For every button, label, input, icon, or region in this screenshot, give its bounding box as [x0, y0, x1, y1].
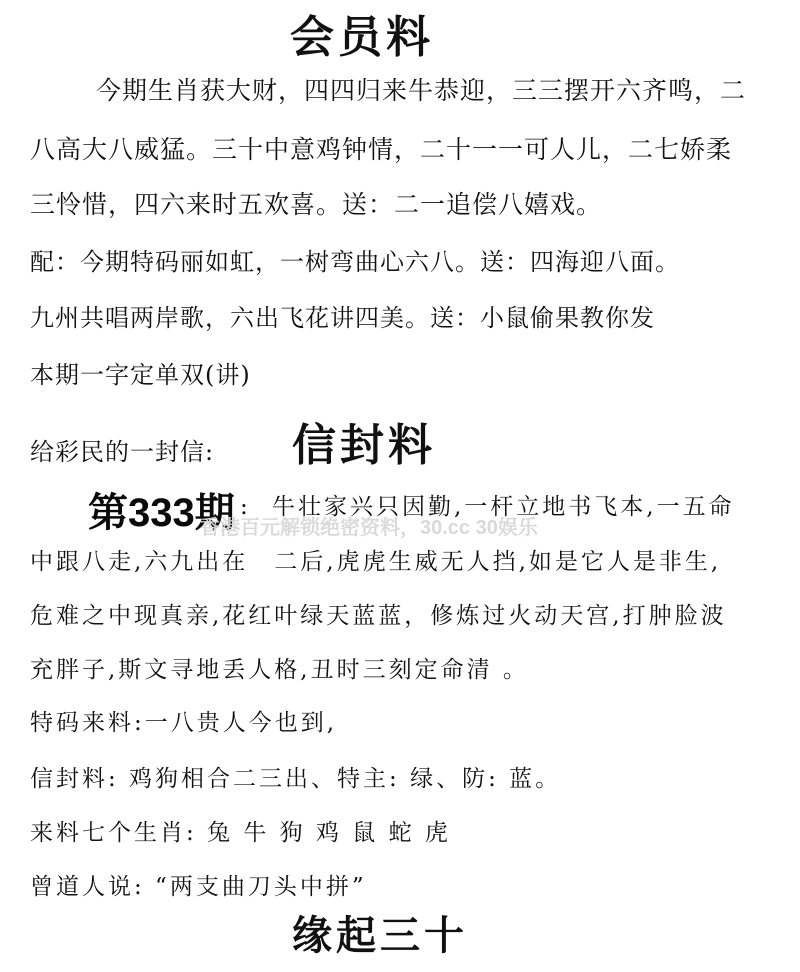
- members-line-4: 配：今期特码丽如虹，一树弯曲心六八。送：四海迎八面。: [30, 248, 680, 276]
- members-line-6: 本期一字定单双(讲): [30, 361, 251, 389]
- special-code-line: 特码来料:一八贵人今也到,: [30, 710, 338, 736]
- letter-line-4: 充胖子,斯文寻地丢人格,丑时三刻定命清 。: [30, 657, 529, 683]
- issue-number: 第333期: [88, 491, 235, 535]
- watermark: 香港百元解锁绝密资料，30.cc 30娱乐: [200, 517, 538, 539]
- bottom-title: 缘起三十: [292, 912, 468, 959]
- letter-line-3: 危难之中现真亲,花红叶绿天蓝蓝，修炼过火动天宫,打肿脸波: [30, 603, 727, 629]
- members-line-1: 今期生肖获大财，四四归来牛恭迎，三三摆开六齐鸣，二: [96, 76, 747, 105]
- letter-line-1: 牛壮家兴只因勤,一杆立地书飞本,一五命: [272, 494, 735, 520]
- issue-colon: :: [240, 494, 251, 520]
- members-line-5: 九州共唱两岸歌，六出飞花讲四美。送：小鼠偷果教你发: [30, 304, 655, 332]
- members-line-2: 八高大八威猛。三十中意鸡钟情，二十一一可人儿，二七娇柔: [30, 135, 733, 164]
- letter-title: 信封料: [292, 420, 436, 471]
- members-title: 会员料: [290, 12, 434, 63]
- letter-line-2: 中跟八走,六九出在 二后,虎虎生威无人挡,如是它人是非生,: [30, 549, 722, 575]
- envelope-line: 信封料: 鸡狗相合二三出、特主: 绿、防: 蓝。: [30, 766, 562, 792]
- daoist-line: 曾道人说: “两支曲刀头中拼”: [30, 874, 367, 900]
- members-line-3: 三怜惜，四六来时五欢喜。送：二一追偿八嬉戏。: [30, 190, 603, 219]
- zodiacs-line: 来料七个生肖: 兔 牛 狗 鸡 鼠 蛇 虎: [30, 820, 451, 846]
- letter-intro: 给彩民的一封信:: [30, 438, 215, 466]
